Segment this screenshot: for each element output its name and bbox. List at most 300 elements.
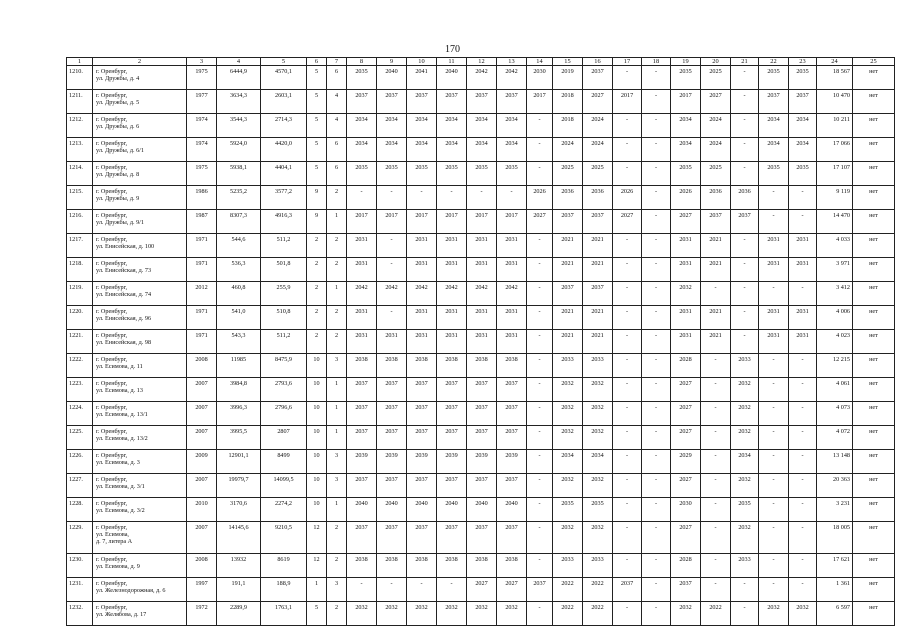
data-cell: 2032 bbox=[731, 474, 759, 498]
data-cell: - bbox=[613, 114, 642, 138]
data-cell: - bbox=[642, 114, 671, 138]
data-cell: 1986 bbox=[187, 186, 217, 210]
data-cell: - bbox=[731, 258, 759, 282]
data-cell: - bbox=[731, 602, 759, 626]
data-cell: 2031 bbox=[789, 306, 817, 330]
data-cell: 2034 bbox=[553, 450, 583, 474]
data-cell: - bbox=[701, 282, 731, 306]
data-cell: 2032 bbox=[553, 426, 583, 450]
data-cell: 2032 bbox=[789, 602, 817, 626]
data-cell: 3984,8 bbox=[217, 378, 261, 402]
data-cell: 2037 bbox=[347, 90, 377, 114]
data-cell: 1 bbox=[327, 282, 347, 306]
data-cell: 2021 bbox=[701, 234, 731, 258]
data-cell: - bbox=[701, 450, 731, 474]
data-cell: 2037 bbox=[731, 210, 759, 234]
data-cell: 1 bbox=[327, 378, 347, 402]
data-cell: 2031 bbox=[347, 234, 377, 258]
data-cell: 2035 bbox=[553, 498, 583, 522]
address-line: г. Оренбург, bbox=[96, 236, 128, 243]
data-cell: 2037 bbox=[437, 402, 467, 426]
data-cell: - bbox=[377, 234, 407, 258]
data-cell: 2042 bbox=[467, 66, 497, 90]
data-cell: - bbox=[613, 522, 642, 554]
data-cell: 2027 bbox=[497, 578, 527, 602]
address-cell bbox=[93, 114, 187, 138]
data-cell: - bbox=[642, 234, 671, 258]
data-cell: 2035 bbox=[759, 66, 789, 90]
data-cell: - bbox=[789, 402, 817, 426]
data-cell: - bbox=[701, 378, 731, 402]
data-cell: 12 bbox=[307, 554, 327, 578]
data-cell: 2037 bbox=[377, 426, 407, 450]
data-cell: - bbox=[613, 162, 642, 186]
data-cell: 511,2 bbox=[261, 330, 307, 354]
address-cell bbox=[93, 554, 187, 578]
data-cell: - bbox=[759, 554, 789, 578]
data-cell: нет bbox=[853, 554, 895, 578]
data-cell: 2032 bbox=[377, 602, 407, 626]
table-row bbox=[67, 162, 895, 186]
address-line: ул. Есимова, д. 9 bbox=[96, 563, 140, 570]
table-row bbox=[67, 234, 895, 258]
data-cell: 3 412 bbox=[817, 282, 853, 306]
data-cell: 3 971 bbox=[817, 258, 853, 282]
data-cell: 2021 bbox=[583, 330, 613, 354]
data-cell: 10 470 bbox=[817, 90, 853, 114]
data-cell: 2037 bbox=[377, 474, 407, 498]
data-cell: 2017 bbox=[467, 210, 497, 234]
data-cell: 18 005 bbox=[817, 522, 853, 554]
table-row bbox=[67, 378, 895, 402]
address-line: г. Оренбург, bbox=[96, 428, 128, 435]
data-cell: 1971 bbox=[187, 258, 217, 282]
data-cell: - bbox=[613, 354, 642, 378]
address-cell bbox=[93, 522, 187, 554]
data-cell: - bbox=[759, 378, 789, 402]
data-cell: 2 bbox=[307, 258, 327, 282]
data-cell: 2031 bbox=[407, 306, 437, 330]
data-cell: 6 bbox=[327, 162, 347, 186]
data-cell: 2033 bbox=[553, 554, 583, 578]
data-cell: - bbox=[613, 474, 642, 498]
data-cell: 2025 bbox=[583, 162, 613, 186]
table-row bbox=[67, 330, 895, 354]
address-line: г. Оренбург, bbox=[96, 404, 128, 411]
table-row bbox=[67, 354, 895, 378]
data-cell: 2031 bbox=[347, 306, 377, 330]
data-cell: 2017 bbox=[527, 90, 553, 114]
data-cell: 2040 bbox=[347, 498, 377, 522]
data-cell: 2037 bbox=[789, 90, 817, 114]
address-line: ул. Есимова, д. 3 bbox=[96, 459, 140, 466]
data-cell: 2031 bbox=[497, 258, 527, 282]
data-cell: 2037 bbox=[527, 578, 553, 602]
data-cell: - bbox=[613, 498, 642, 522]
address-line: г. Оренбург, bbox=[96, 524, 128, 531]
data-cell: 2037 bbox=[437, 522, 467, 554]
data-cell: 2037 bbox=[347, 474, 377, 498]
data-cell: нет bbox=[853, 114, 895, 138]
table-row bbox=[67, 578, 895, 602]
data-cell: 2031 bbox=[789, 258, 817, 282]
data-cell: нет bbox=[853, 402, 895, 426]
data-cell: - bbox=[731, 114, 759, 138]
data-cell: 10 bbox=[307, 402, 327, 426]
data-cell: 5938,1 bbox=[217, 162, 261, 186]
data-cell: 2028 bbox=[671, 554, 701, 578]
data-cell: 2 bbox=[307, 234, 327, 258]
address-line: г. Оренбург, bbox=[96, 556, 128, 563]
data-cell: 5 bbox=[307, 114, 327, 138]
data-cell: 2037 bbox=[583, 282, 613, 306]
data-cell: 10 bbox=[307, 426, 327, 450]
data-cell: 2024 bbox=[583, 114, 613, 138]
data-cell: 2037 bbox=[583, 210, 613, 234]
data-cell: - bbox=[377, 578, 407, 602]
data-cell: 14099,5 bbox=[261, 474, 307, 498]
address-line: ул. Дружбы, д. 9/1 bbox=[96, 219, 144, 226]
data-cell: 3996,3 bbox=[217, 402, 261, 426]
row-number-cell: 1210. bbox=[67, 66, 93, 90]
data-cell: - bbox=[789, 426, 817, 450]
data-cell: 2040 bbox=[377, 66, 407, 90]
address-cell bbox=[93, 234, 187, 258]
data-cell: 2024 bbox=[701, 138, 731, 162]
data-cell: - bbox=[527, 258, 553, 282]
data-cell: - bbox=[642, 522, 671, 554]
row-number-cell: 1224. bbox=[67, 402, 93, 426]
address-line: г. Оренбург, bbox=[96, 68, 128, 75]
data-cell: - bbox=[497, 186, 527, 210]
data-cell: - bbox=[789, 186, 817, 210]
row-number-cell: 1231. bbox=[67, 578, 93, 602]
table-row bbox=[67, 474, 895, 498]
data-cell: 2027 bbox=[671, 378, 701, 402]
page-number: 170 bbox=[445, 44, 460, 55]
data-cell: 2038 bbox=[467, 354, 497, 378]
data-cell: 2035 bbox=[467, 162, 497, 186]
data-cell: 19979,7 bbox=[217, 474, 261, 498]
data-cell: 2027 bbox=[671, 426, 701, 450]
data-cell: - bbox=[642, 162, 671, 186]
data-cell: 2034 bbox=[497, 114, 527, 138]
data-cell: 2027 bbox=[527, 210, 553, 234]
address-cell bbox=[93, 354, 187, 378]
table-row bbox=[67, 114, 895, 138]
data-cell: 10 bbox=[307, 474, 327, 498]
data-cell: 3544,3 bbox=[217, 114, 261, 138]
data-cell: 2037 bbox=[377, 378, 407, 402]
data-cell: 2032 bbox=[731, 522, 759, 554]
data-cell: 2037 bbox=[497, 90, 527, 114]
data-cell: 2034 bbox=[437, 138, 467, 162]
data-cell: 14 470 bbox=[817, 210, 853, 234]
data-cell: 2031 bbox=[759, 306, 789, 330]
column-number-cell: 9 bbox=[377, 58, 407, 66]
data-cell: 9 bbox=[307, 186, 327, 210]
data-cell: 2031 bbox=[467, 234, 497, 258]
data-cell: - bbox=[467, 186, 497, 210]
data-cell: - bbox=[642, 602, 671, 626]
data-cell: 2037 bbox=[407, 90, 437, 114]
data-cell: 2036 bbox=[553, 186, 583, 210]
data-cell: 2029 bbox=[671, 450, 701, 474]
data-cell: 2040 bbox=[437, 66, 467, 90]
data-cell: 1975 bbox=[187, 66, 217, 90]
data-cell: 2037 bbox=[437, 474, 467, 498]
data-cell: 8499 bbox=[261, 450, 307, 474]
address-line: ул. Есимова, д. 11 bbox=[96, 363, 143, 370]
data-cell: 2034 bbox=[407, 138, 437, 162]
data-cell: 2031 bbox=[497, 306, 527, 330]
data-cell: - bbox=[701, 554, 731, 578]
data-cell: 2 bbox=[327, 234, 347, 258]
data-cell: 2 bbox=[327, 306, 347, 330]
data-cell: 6444,9 bbox=[217, 66, 261, 90]
data-cell: нет bbox=[853, 450, 895, 474]
data-cell: нет bbox=[853, 306, 895, 330]
address-cell bbox=[93, 474, 187, 498]
address-line: ул. Есимова, д. 13/2 bbox=[96, 435, 148, 442]
data-cell: 2 bbox=[307, 306, 327, 330]
data-cell: 3995,5 bbox=[217, 426, 261, 450]
data-cell: 2037 bbox=[347, 402, 377, 426]
data-cell: - bbox=[527, 330, 553, 354]
data-cell: 5 bbox=[307, 138, 327, 162]
data-cell: 2038 bbox=[437, 554, 467, 578]
data-cell: - bbox=[701, 522, 731, 554]
data-cell: - bbox=[731, 138, 759, 162]
data-cell: 2025 bbox=[701, 66, 731, 90]
data-cell: 2018 bbox=[553, 114, 583, 138]
data-cell: 1972 bbox=[187, 602, 217, 626]
data-cell: - bbox=[527, 474, 553, 498]
data-cell: 12 215 bbox=[817, 354, 853, 378]
data-cell: - bbox=[613, 554, 642, 578]
data-cell: нет bbox=[853, 602, 895, 626]
data-cell: 1971 bbox=[187, 234, 217, 258]
address-line: ул. Есимова, д. 13/1 bbox=[96, 411, 148, 418]
data-cell: 2032 bbox=[583, 474, 613, 498]
row-number-cell: 1213. bbox=[67, 138, 93, 162]
data-cell: - bbox=[789, 474, 817, 498]
data-cell: 5 bbox=[307, 162, 327, 186]
data-cell: 2603,1 bbox=[261, 90, 307, 114]
data-cell: 2024 bbox=[583, 138, 613, 162]
data-cell: - bbox=[789, 554, 817, 578]
data-cell: 2032 bbox=[583, 426, 613, 450]
data-cell: 5 bbox=[307, 66, 327, 90]
address-line: ул. Дружбы, д. 6/1 bbox=[96, 147, 144, 154]
column-number-cell: 10 bbox=[407, 58, 437, 66]
data-cell: 2031 bbox=[377, 330, 407, 354]
address-line: г. Оренбург, bbox=[96, 116, 128, 123]
address-line: г. Оренбург, bbox=[96, 476, 128, 483]
column-number-cell: 16 bbox=[583, 58, 613, 66]
row-number-cell: 1228. bbox=[67, 498, 93, 522]
data-cell: 5 bbox=[307, 602, 327, 626]
data-cell: 2024 bbox=[701, 114, 731, 138]
data-cell: 2021 bbox=[553, 306, 583, 330]
data-cell: - bbox=[407, 578, 437, 602]
data-cell: 2031 bbox=[671, 234, 701, 258]
data-cell: 2038 bbox=[497, 354, 527, 378]
data-cell: 2037 bbox=[467, 474, 497, 498]
address-line: д. 7, литера А bbox=[96, 538, 133, 545]
data-cell: 4 006 bbox=[817, 306, 853, 330]
address-line: г. Оренбург, bbox=[96, 604, 128, 611]
data-cell: 2037 bbox=[407, 426, 437, 450]
data-cell: 5 bbox=[307, 90, 327, 114]
data-cell: 2034 bbox=[759, 138, 789, 162]
data-cell: 2036 bbox=[701, 186, 731, 210]
row-number-cell: 1216. bbox=[67, 210, 93, 234]
data-cell: - bbox=[642, 66, 671, 90]
data-cell: 2035 bbox=[407, 162, 437, 186]
data-cell: 1 bbox=[327, 498, 347, 522]
data-cell: 4404,1 bbox=[261, 162, 307, 186]
data-cell: 2009 bbox=[187, 450, 217, 474]
data-cell: 2025 bbox=[701, 162, 731, 186]
data-cell: 2034 bbox=[759, 114, 789, 138]
data-cell: - bbox=[701, 426, 731, 450]
data-cell: 2037 bbox=[467, 402, 497, 426]
data-cell: 2040 bbox=[497, 498, 527, 522]
data-cell: 2032 bbox=[671, 602, 701, 626]
data-cell: - bbox=[527, 162, 553, 186]
data-cell: 2019 bbox=[553, 66, 583, 90]
data-cell: 2 bbox=[327, 522, 347, 554]
data-cell: 11985 bbox=[217, 354, 261, 378]
data-cell: 2026 bbox=[671, 186, 701, 210]
data-cell: 2010 bbox=[187, 498, 217, 522]
data-cell: 4 bbox=[327, 90, 347, 114]
data-cell: 2037 bbox=[759, 90, 789, 114]
data-cell: 2035 bbox=[789, 66, 817, 90]
address-line: г. Оренбург, bbox=[96, 164, 128, 171]
address-line: ул. Есимова, д. 3/2 bbox=[96, 507, 145, 514]
data-cell: - bbox=[642, 90, 671, 114]
data-cell: нет bbox=[853, 474, 895, 498]
data-cell: - bbox=[731, 162, 759, 186]
data-cell: 10 211 bbox=[817, 114, 853, 138]
data-cell: 2036 bbox=[583, 186, 613, 210]
address-line: г. Оренбург, bbox=[96, 260, 128, 267]
data-cell: 3 bbox=[327, 474, 347, 498]
row-number-cell: 1223. bbox=[67, 378, 93, 402]
data-cell: 2007 bbox=[187, 402, 217, 426]
data-cell: 2037 bbox=[553, 282, 583, 306]
data-cell: 6 bbox=[327, 138, 347, 162]
data-cell: 2038 bbox=[377, 554, 407, 578]
address-line: г. Оренбург, bbox=[96, 500, 128, 507]
data-cell: - bbox=[377, 306, 407, 330]
address-line: ул. Есимова, д. 3/1 bbox=[96, 483, 145, 490]
column-number-cell: 13 bbox=[497, 58, 527, 66]
data-cell: - bbox=[759, 354, 789, 378]
data-cell: 2 bbox=[327, 554, 347, 578]
data-cell: - bbox=[642, 210, 671, 234]
column-number-cell: 5 bbox=[261, 58, 307, 66]
data-cell: 2032 bbox=[759, 602, 789, 626]
data-cell: - bbox=[527, 354, 553, 378]
data-cell: 9210,5 bbox=[261, 522, 307, 554]
data-cell: - bbox=[642, 578, 671, 602]
data-cell: 4 061 bbox=[817, 378, 853, 402]
column-number-cell: 8 bbox=[347, 58, 377, 66]
data-cell: 2021 bbox=[701, 330, 731, 354]
data-cell: - bbox=[377, 258, 407, 282]
data-cell: - bbox=[613, 258, 642, 282]
table-body bbox=[67, 58, 895, 626]
column-number-cell: 15 bbox=[553, 58, 583, 66]
data-cell: 2034 bbox=[377, 138, 407, 162]
data-cell: 2037 bbox=[407, 378, 437, 402]
data-cell: 2028 bbox=[671, 354, 701, 378]
data-cell: нет bbox=[853, 186, 895, 210]
data-cell: - bbox=[759, 522, 789, 554]
row-number-cell: 1214. bbox=[67, 162, 93, 186]
data-cell: 2793,6 bbox=[261, 378, 307, 402]
data-cell: 2031 bbox=[467, 330, 497, 354]
data-cell: - bbox=[642, 554, 671, 578]
data-cell: 2032 bbox=[731, 402, 759, 426]
data-cell: 2034 bbox=[467, 114, 497, 138]
data-cell: 2042 bbox=[377, 282, 407, 306]
data-cell: 2033 bbox=[731, 554, 759, 578]
data-cell: 2037 bbox=[497, 402, 527, 426]
data-cell: - bbox=[789, 578, 817, 602]
data-cell: 2032 bbox=[553, 402, 583, 426]
data-cell: 2037 bbox=[497, 522, 527, 554]
table-row bbox=[67, 90, 895, 114]
data-cell: 2017 bbox=[347, 210, 377, 234]
data-cell: - bbox=[789, 354, 817, 378]
data-cell: 2034 bbox=[671, 138, 701, 162]
data-cell: - bbox=[613, 282, 642, 306]
row-number-cell: 1230. bbox=[67, 554, 93, 578]
data-cell: - bbox=[642, 426, 671, 450]
data-cell: 2035 bbox=[347, 162, 377, 186]
data-cell: - bbox=[377, 186, 407, 210]
data-cell: - bbox=[731, 282, 759, 306]
row-number-cell: 1219. bbox=[67, 282, 93, 306]
data-cell: 2017 bbox=[613, 90, 642, 114]
data-cell: 8475,9 bbox=[261, 354, 307, 378]
data-cell: 2 bbox=[307, 282, 327, 306]
data-cell: 5924,0 bbox=[217, 138, 261, 162]
data-cell: 2037 bbox=[407, 474, 437, 498]
data-cell: - bbox=[527, 498, 553, 522]
data-cell: 2007 bbox=[187, 426, 217, 450]
data-cell: нет bbox=[853, 522, 895, 554]
data-cell: 2037 bbox=[467, 426, 497, 450]
data-cell: 2037 bbox=[437, 426, 467, 450]
data-cell: - bbox=[527, 602, 553, 626]
data-cell: - bbox=[789, 450, 817, 474]
table-row bbox=[67, 66, 895, 90]
data-cell: 2033 bbox=[583, 354, 613, 378]
data-cell: 2032 bbox=[553, 378, 583, 402]
address-cell bbox=[93, 258, 187, 282]
data-cell: 2027 bbox=[613, 210, 642, 234]
data-cell: - bbox=[701, 498, 731, 522]
column-number-row bbox=[67, 58, 895, 66]
data-cell: 2037 bbox=[347, 378, 377, 402]
data-cell: 13932 bbox=[217, 554, 261, 578]
data-cell: 1975 bbox=[187, 162, 217, 186]
